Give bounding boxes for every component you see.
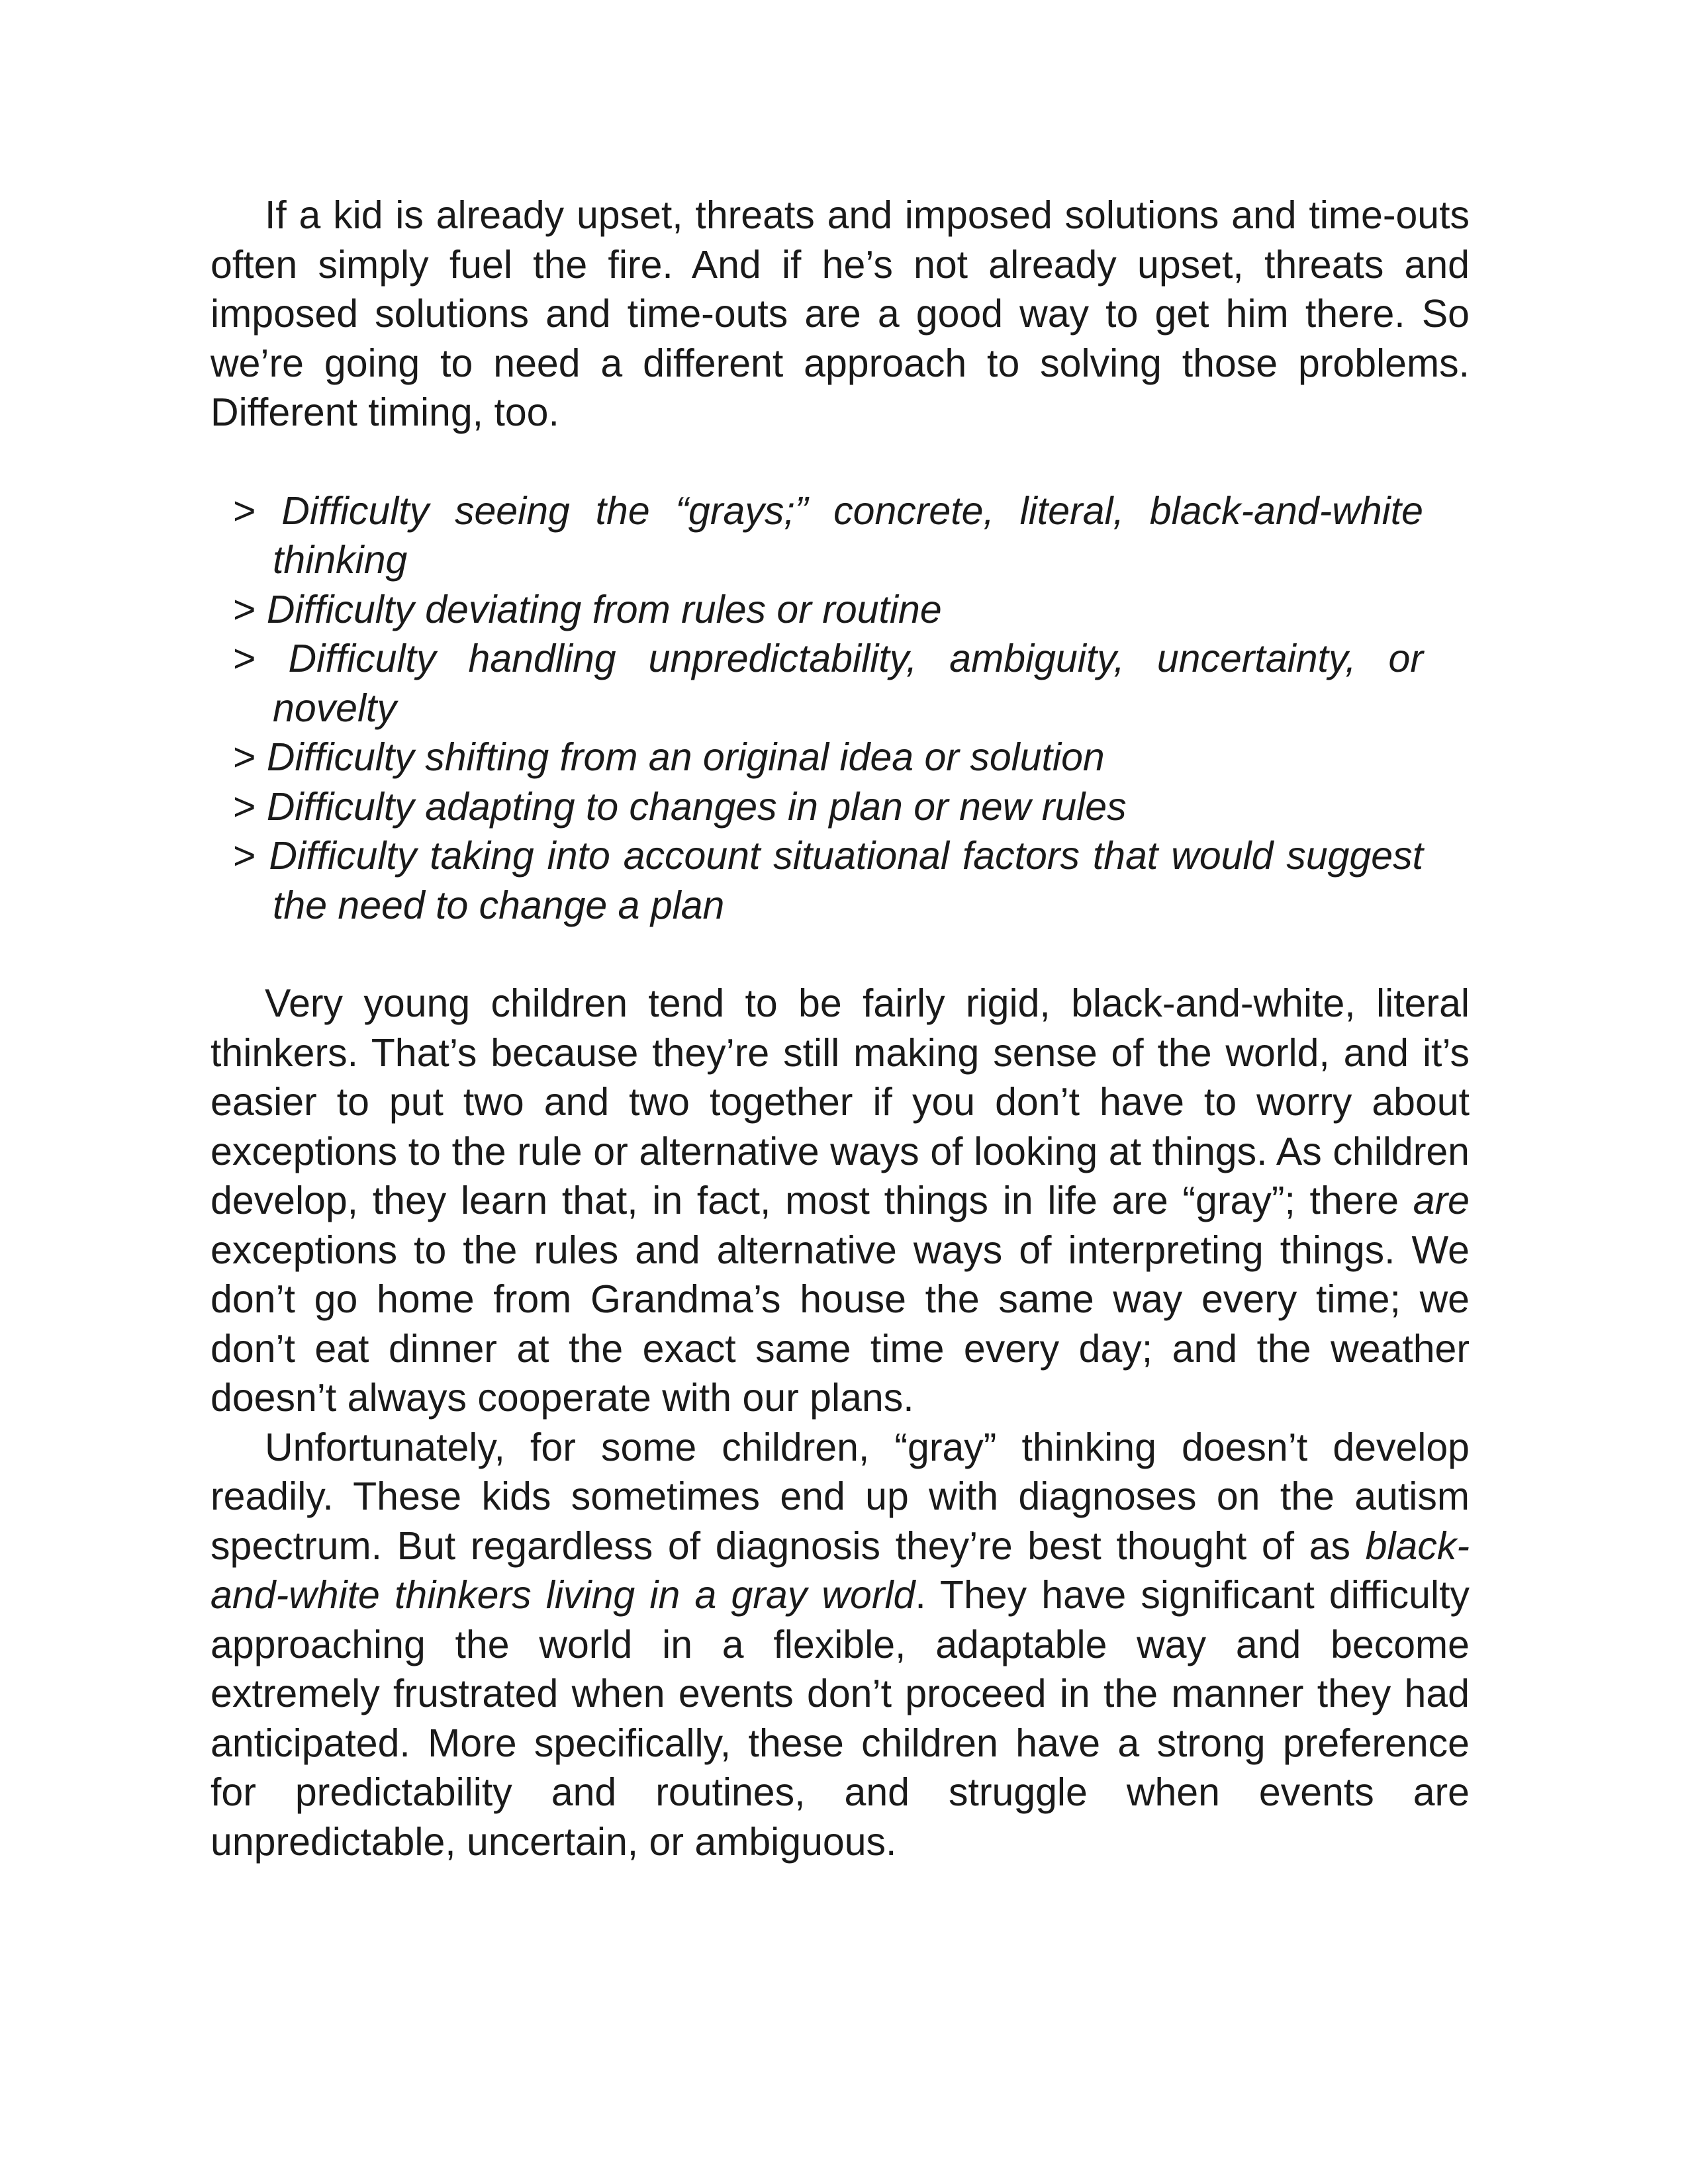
list-item — [233, 585, 1423, 635]
list-item — [233, 733, 1423, 782]
bullet-marker: > — [233, 587, 256, 631]
bullet-marker: > — [233, 735, 256, 779]
paragraph-2-emphasis: are — [1413, 1179, 1470, 1222]
list-item — [233, 634, 1423, 733]
list-item-text: Difficulty shifting from an original idea or solution — [266, 735, 1105, 779]
list-item-text: Difficulty adapting to changes in plan or new rules — [266, 784, 1127, 829]
page-body — [211, 191, 1470, 1866]
bullet-marker: > — [233, 834, 256, 878]
list-item-text: Difficulty taking into account situational factors that would suggest the need to change a plan — [269, 834, 1423, 927]
difficulty-list — [211, 486, 1423, 931]
bullet-marker: > — [233, 784, 256, 829]
list-item — [233, 782, 1423, 832]
paragraph-3-text-a: Unfortunately, for some children, “gray” thinking doesn’t develop readily. These kids sometimes end up with diagnoses on the autism spectrum. But regardless of diagnosis they’re best thought of as — [211, 1425, 1470, 1568]
paragraph-3-text-b: . They have significant difficulty approaching the world in a flexible, adaptable way and become extremely frustrated when events don’t proceed in the manner they had anticipated. More specifically, these children have a strong preference for predictability and routines, and struggle when events are unpredictable, uncertain, or ambiguous. — [211, 1573, 1470, 1864]
paragraph-3-emphasis: black-and-white thinkers living in a gray world — [211, 1524, 1470, 1617]
list-item — [233, 486, 1423, 585]
paragraph-3 — [211, 1423, 1470, 1867]
list-item — [233, 831, 1423, 930]
paragraph-1: If a kid is already upset, threats and imposed solutions and time-outs often simply fuel the fire. And if he’s not already upset, threats and imposed solutions and time-outs are a good way to get him there. So we’re going to need a different approach to solving those problems. Different timing, too. — [211, 193, 1470, 434]
list-item-text: Difficulty seeing the “grays;” concrete, literal, black-and-white thinking — [273, 488, 1423, 582]
bullet-marker: > — [233, 637, 256, 680]
list-item-text: Difficulty handling unpredictability, ambiguity, uncertainty, or novelty — [273, 637, 1423, 730]
list-item-text: Difficulty deviating from rules or routine — [266, 587, 942, 631]
bullet-marker: > — [233, 488, 256, 533]
paragraph-2 — [211, 979, 1470, 1423]
paragraph-2-text-b: exceptions to the rules and alternative ways of interpreting things. We don’t go home from Grandma’s house the same way every time; we don’t eat dinner at the exact same time every day; and the weather doesn’t always cooperate with our plans. — [211, 1228, 1470, 1420]
paragraph-2-text-a: Very young children tend to be fairly rigid, black-and-white, literal thinkers. That’s because they’re still making sense of the world, and it’s easier to put two and two together if you don’t have to worry about exceptions to the rule or alternative ways of looking at things. As children develop, they learn that, in fact, most things in life are “gray”; there — [211, 981, 1470, 1222]
